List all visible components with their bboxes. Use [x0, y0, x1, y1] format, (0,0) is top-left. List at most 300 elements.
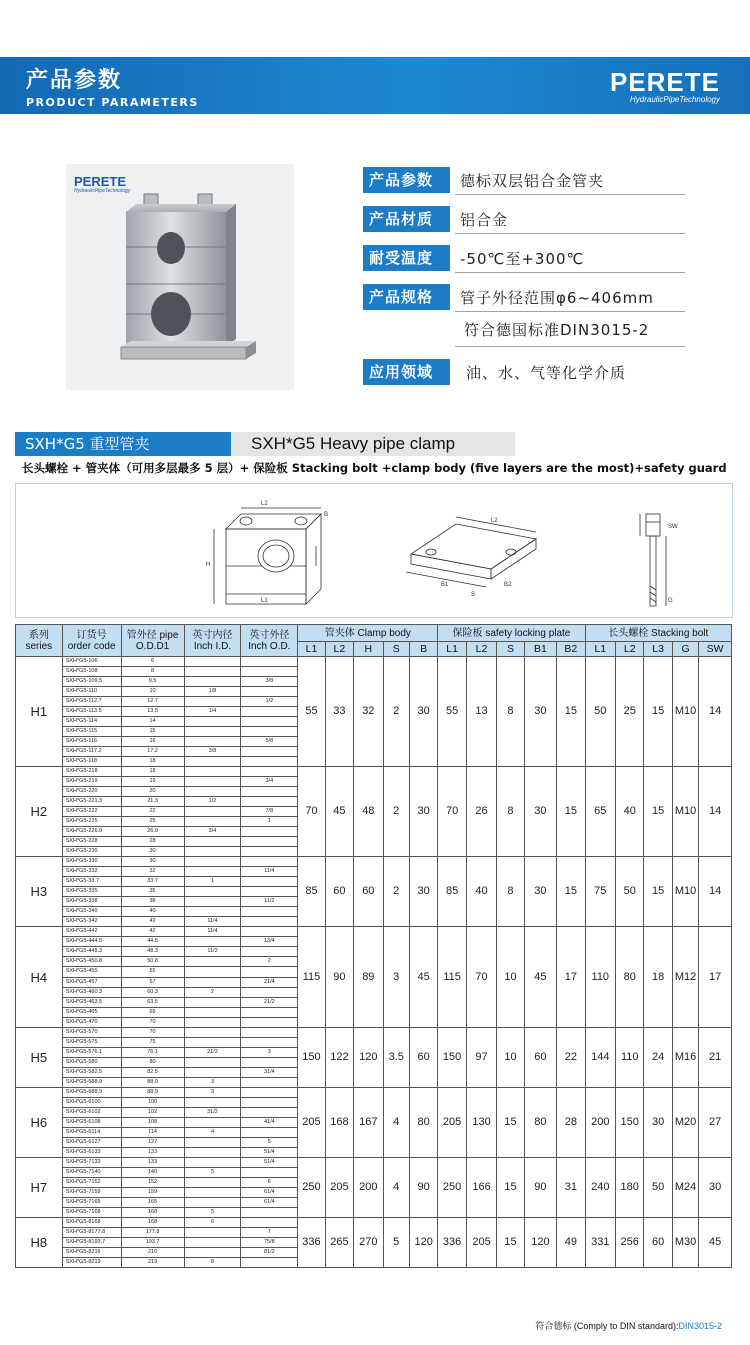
order-code-cell: SXH*G5-110 — [62, 687, 121, 697]
dimension-cell: 27 — [699, 1087, 732, 1157]
dim-label-h: H — [206, 562, 211, 568]
order-code-cell: SXH*G5-6133 — [62, 1147, 121, 1157]
inch-id-cell — [184, 967, 241, 977]
param-label-name: 产品参数 — [363, 167, 450, 193]
dimension-cell: 166 — [466, 1157, 496, 1217]
dimension-cell: 205 — [298, 1087, 325, 1157]
inch-id-cell — [184, 977, 241, 987]
dimension-cell: 4 — [383, 1087, 409, 1157]
dimension-cell: M24 — [672, 1157, 698, 1217]
inch-id-cell — [184, 1197, 241, 1207]
order-code-cell: SXH*G5-115 — [62, 727, 121, 737]
dimension-cell: 33 — [325, 657, 353, 767]
inch-od-cell — [241, 917, 298, 927]
subheader-cell: L2 — [616, 642, 644, 657]
dimension-cell: 26 — [466, 767, 496, 857]
order-code-cell: SXH*G5-6108 — [62, 1117, 121, 1127]
header-banner — [0, 57, 750, 114]
inch-od-cell — [241, 787, 298, 797]
dimension-cell: 50 — [644, 1157, 672, 1217]
inch-od-cell — [241, 1217, 298, 1227]
pipe-od-cell: 219 — [121, 1257, 184, 1267]
inch-od-cell: 61/4 — [241, 1197, 298, 1207]
dimension-cell: 13 — [466, 657, 496, 767]
dimension-cell: M10 — [672, 657, 698, 767]
pipe-od-cell: 30 — [121, 847, 184, 857]
inch-id-cell — [184, 787, 241, 797]
pipe-od-cell: 44.5 — [121, 937, 184, 947]
order-code-cell: SXH*G5-108 — [62, 667, 121, 677]
inch-od-cell — [241, 927, 298, 937]
inch-od-cell — [241, 1167, 298, 1177]
order-code-cell: SXH*G5-457 — [62, 977, 121, 987]
inch-od-cell — [241, 1077, 298, 1087]
pipe-od-cell: 30 — [121, 857, 184, 867]
dimension-cell: 331 — [585, 1217, 615, 1267]
dimension-cell: 65 — [585, 767, 615, 857]
dimension-cell: 120 — [524, 1217, 556, 1267]
dimension-cell: 85 — [438, 857, 466, 927]
inch-id-cell: 1/8 — [184, 687, 241, 697]
dimension-cell: 150 — [616, 1087, 644, 1157]
table-row — [16, 1157, 732, 1167]
dimension-cell: 90 — [409, 1157, 437, 1217]
pipe-od-cell: 16 — [121, 737, 184, 747]
divider — [455, 346, 685, 347]
order-code-cell: SXH*G5-8216 — [62, 1247, 121, 1257]
pipe-od-cell: 40 — [121, 907, 184, 917]
param-value-standard: 符合德国标准DIN3015-2 — [464, 320, 650, 339]
pipe-od-cell: 216 — [121, 1247, 184, 1257]
product-title-zh: SXH*G5 重型管夹 — [15, 432, 231, 456]
inch-od-cell: 41/4 — [241, 1117, 298, 1127]
series-cell: H3 — [16, 857, 63, 927]
pipe-od-cell: 100 — [121, 1097, 184, 1107]
subheader-cell: L3 — [644, 642, 672, 657]
inch-id-cell: 1 — [184, 877, 241, 887]
table-row — [16, 1027, 732, 1037]
dimension-cell: 150 — [298, 1027, 325, 1087]
series-cell: H7 — [16, 1157, 63, 1217]
inch-id-cell — [184, 1147, 241, 1157]
dimension-cell: 40 — [616, 767, 644, 857]
spec-table — [15, 624, 732, 1268]
subheader-cell: L1 — [438, 642, 466, 657]
order-code-cell: SXH*G5-118 — [62, 757, 121, 767]
pipe-od-cell: 140 — [121, 1167, 184, 1177]
dimension-cell: 336 — [438, 1217, 466, 1267]
dimension-cell: 80 — [524, 1087, 556, 1157]
inch-id-cell: 21/2 — [184, 1047, 241, 1057]
order-code-cell: SXH*G5-688.9 — [62, 1087, 121, 1097]
stacking-bolt-drawing — [640, 514, 678, 606]
subheader-cell: L1 — [585, 642, 615, 657]
series-cell: H1 — [16, 657, 63, 767]
inch-od-cell — [241, 1257, 298, 1267]
inch-od-cell: 21/4 — [241, 977, 298, 987]
dimension-cell: 110 — [616, 1027, 644, 1087]
inch-id-cell — [184, 777, 241, 787]
header-stacking-bolt: 长头螺栓 Stacking bolt — [585, 625, 731, 642]
subheader-cell: L1 — [298, 642, 325, 657]
param-value-material: 铝合金 — [460, 210, 509, 229]
dimension-cell: 30 — [524, 657, 556, 767]
inch-od-cell — [241, 797, 298, 807]
dimension-cell: 110 — [585, 927, 615, 1027]
inch-id-cell — [184, 907, 241, 917]
inch-id-cell: 5 — [184, 1167, 241, 1177]
pipe-od-cell: 165 — [121, 1197, 184, 1207]
dimension-cell: 115 — [298, 927, 325, 1027]
dim-label-l2: L2 — [261, 501, 268, 507]
inch-id-cell — [184, 1037, 241, 1047]
dimension-cell: 55 — [438, 657, 466, 767]
order-code-cell: SXH*G5-106 — [62, 657, 121, 667]
dimension-cell: 55 — [298, 657, 325, 767]
dimension-cell: 122 — [325, 1027, 353, 1087]
dimension-cell: 115 — [438, 927, 466, 1027]
dimension-cell: 50 — [585, 657, 615, 767]
inch-id-cell — [184, 867, 241, 877]
product-title-en: SXH*G5 Heavy pipe clamp — [231, 432, 515, 456]
inch-od-cell — [241, 1057, 298, 1067]
order-code-cell: SXH*G5-221.3 — [62, 797, 121, 807]
dimension-cell: 15 — [557, 657, 585, 767]
inch-od-cell: 61/4 — [241, 1187, 298, 1197]
inch-od-cell — [241, 667, 298, 677]
dimension-cell: 336 — [298, 1217, 325, 1267]
inch-od-cell: 11/2 — [241, 897, 298, 907]
divider — [455, 194, 685, 195]
order-code-cell: SXH*G5-225 — [62, 817, 121, 827]
inch-od-cell — [241, 727, 298, 737]
order-code-cell: SXH*G5-219 — [62, 777, 121, 787]
dimension-cell: 45 — [699, 1217, 732, 1267]
dimension-cell: 70 — [298, 767, 325, 857]
inch-id-cell — [184, 1177, 241, 1187]
series-cell: H4 — [16, 927, 63, 1027]
order-code-cell: SXH*G5-116 — [62, 737, 121, 747]
dimension-cell: 30 — [409, 657, 437, 767]
subheader-cell: SW — [699, 642, 732, 657]
dimension-cell: 45 — [409, 927, 437, 1027]
dim-label-s: S — [471, 592, 476, 598]
pipe-od-cell: 18 — [121, 767, 184, 777]
param-row-standard — [456, 316, 649, 342]
pipe-od-cell: 63.5 — [121, 997, 184, 1007]
inch-id-cell — [184, 1057, 241, 1067]
dimension-cell: M10 — [672, 857, 698, 927]
header-clamp-body: 管夹体 Clamp body — [298, 625, 438, 642]
subheader-cell: B1 — [524, 642, 556, 657]
pipe-od-cell: 76.1 — [121, 1047, 184, 1057]
pipe-od-cell: 6 — [121, 657, 184, 667]
dimension-cell: 120 — [409, 1217, 437, 1267]
dim-label-b: B — [324, 512, 329, 518]
dimension-cell: 2 — [383, 657, 409, 767]
inch-od-cell — [241, 1007, 298, 1017]
inch-od-cell: 7 — [241, 1227, 298, 1237]
inch-od-cell — [241, 1127, 298, 1137]
dim-label-sw: SW — [668, 524, 678, 530]
inch-od-cell: 7/8 — [241, 807, 298, 817]
pipe-od-cell: 33.7 — [121, 877, 184, 887]
inch-id-cell — [184, 897, 241, 907]
dimension-cell: 70 — [438, 767, 466, 857]
dim-label-b1: B1 — [441, 582, 449, 588]
param-row-application — [363, 359, 626, 385]
inch-id-cell: 4 — [184, 1127, 241, 1137]
inch-od-cell: 5 — [241, 1137, 298, 1147]
inch-id-cell — [184, 767, 241, 777]
order-code-cell: SXH*G5-6100 — [62, 1097, 121, 1107]
dimension-cell: 8 — [497, 657, 524, 767]
pipe-od-cell: 75 — [121, 1037, 184, 1047]
dimension-cell: 25 — [616, 657, 644, 767]
inch-id-cell — [184, 957, 241, 967]
brand-logo: PERETE — [609, 67, 720, 97]
inch-id-cell: 31/2 — [184, 1107, 241, 1117]
order-code-cell: SXH*G5-582.5 — [62, 1067, 121, 1077]
inch-od-cell — [241, 877, 298, 887]
dimension-cell: 90 — [524, 1157, 556, 1217]
pipe-od-cell: 8 — [121, 667, 184, 677]
inch-od-cell — [241, 1087, 298, 1097]
inch-id-cell: 1/2 — [184, 797, 241, 807]
pipe-od-cell: 50.8 — [121, 957, 184, 967]
inch-id-cell: 11/2 — [184, 947, 241, 957]
order-code-cell: SXH*G5-576.1 — [62, 1047, 121, 1057]
dimension-cell: 4 — [383, 1157, 409, 1217]
dimension-cell: 15 — [644, 657, 672, 767]
order-code-cell: SXH*G5-570 — [62, 1027, 121, 1037]
pipe-od-cell: 14 — [121, 717, 184, 727]
order-code-cell: SXH*G5-33.7 — [62, 877, 121, 887]
footer-standard: DIN3015-2 — [678, 1321, 722, 1331]
pipe-od-cell: 70 — [121, 1017, 184, 1027]
inch-od-cell — [241, 1017, 298, 1027]
inch-id-cell: 3 — [184, 1077, 241, 1087]
inch-id-cell — [184, 1137, 241, 1147]
pipe-od-cell: 65 — [121, 1007, 184, 1017]
inch-od-cell — [241, 767, 298, 777]
series-cell: H2 — [16, 767, 63, 857]
inch-od-cell — [241, 687, 298, 697]
subheader-cell: L2 — [466, 642, 496, 657]
pipe-od-cell: 57 — [121, 977, 184, 987]
inch-od-cell — [241, 947, 298, 957]
inch-od-cell — [241, 657, 298, 667]
inch-id-cell — [184, 817, 241, 827]
order-code-cell: SXH*G5-226.9 — [62, 827, 121, 837]
dimension-cell: 10 — [497, 927, 524, 1027]
dimension-cell: 130 — [466, 1087, 496, 1157]
inch-od-cell — [241, 837, 298, 847]
dimension-cell: 18 — [644, 927, 672, 1027]
inch-id-cell — [184, 1027, 241, 1037]
inch-od-cell — [241, 887, 298, 897]
dimension-cell: 15 — [644, 857, 672, 927]
footer-note: 符合德标 (Comply to DIN standard):DIN3015-2 — [535, 1321, 722, 1331]
dim-label-l1: L1 — [261, 598, 268, 604]
dimension-cell: 21 — [699, 1027, 732, 1087]
dim-label-b2: B2 — [504, 582, 512, 588]
inch-od-cell — [241, 827, 298, 837]
inch-od-cell: 5/8 — [241, 737, 298, 747]
dimension-cell: 60 — [409, 1027, 437, 1087]
brand-tagline: HydraulicPipeTechnology — [630, 95, 720, 104]
dimension-cell: 205 — [325, 1157, 353, 1217]
dimension-cell: 50 — [616, 857, 644, 927]
divider — [455, 272, 685, 273]
inch-id-cell — [184, 717, 241, 727]
param-label-application: 应用领域 — [363, 359, 450, 385]
dimension-cell: 30 — [644, 1087, 672, 1157]
pipe-od-cell: 108 — [121, 1117, 184, 1127]
order-code-cell: SXH*G5-7140 — [62, 1167, 121, 1177]
param-label-temperature: 耐受温度 — [363, 245, 450, 271]
pipe-od-cell: 133 — [121, 1147, 184, 1157]
subheader-cell: S — [497, 642, 524, 657]
inch-od-cell: 3/4 — [241, 777, 298, 787]
inch-id-cell — [184, 697, 241, 707]
header-title-zh: 产品参数 — [26, 68, 123, 93]
order-code-cell: SXH*G5-340 — [62, 907, 121, 917]
dimension-cell: 200 — [354, 1157, 383, 1217]
dimension-cell: 22 — [557, 1027, 585, 1087]
pipe-od-cell: 55 — [121, 967, 184, 977]
order-code-cell: SXH*G5-448.3 — [62, 947, 121, 957]
order-code-cell: SXH*G5-580 — [62, 1057, 121, 1067]
pipe-od-cell: 102 — [121, 1107, 184, 1117]
pipe-od-cell: 19 — [121, 777, 184, 787]
dimension-cell: 120 — [354, 1027, 383, 1087]
dimension-cell: 80 — [616, 927, 644, 1027]
inch-od-cell: 81/2 — [241, 1247, 298, 1257]
inch-id-cell — [184, 1157, 241, 1167]
inch-od-cell: 3 — [241, 1047, 298, 1057]
pipe-od-cell: 28 — [121, 837, 184, 847]
pipe-od-cell: 15 — [121, 727, 184, 737]
dimension-cell: 17 — [557, 927, 585, 1027]
order-code-cell: SXH*G5-6114 — [62, 1127, 121, 1137]
dimension-cell: 85 — [298, 857, 325, 927]
dimension-cell: 48 — [354, 767, 383, 857]
order-code-cell: SXH*G5-330 — [62, 857, 121, 867]
dimension-cell: 30 — [409, 857, 437, 927]
dimension-cell: 45 — [325, 767, 353, 857]
photo-logo: PERETE — [74, 174, 127, 189]
param-value-application: 油、水、气等化学介质 — [466, 363, 627, 382]
dimension-cell: 2 — [383, 857, 409, 927]
pipe-od-cell: 114 — [121, 1127, 184, 1137]
dimension-cell: 49 — [557, 1217, 585, 1267]
order-code-cell: SXH*G5-332 — [62, 867, 121, 877]
inch-id-cell — [184, 1187, 241, 1197]
order-code-cell: SXH*G5-8177.8 — [62, 1227, 121, 1237]
dimension-cell: 168 — [325, 1087, 353, 1157]
inch-id-cell: 1/4 — [184, 707, 241, 717]
dimension-cell: M16 — [672, 1027, 698, 1087]
dimension-cell: 28 — [557, 1087, 585, 1157]
dimension-cell: 205 — [438, 1087, 466, 1157]
table-row — [16, 1217, 732, 1227]
inch-id-cell — [184, 757, 241, 767]
inch-od-cell: 51/4 — [241, 1157, 298, 1167]
dimension-cell: 10 — [497, 1027, 524, 1087]
header-safety-plate: 保险板 safety locking plate — [438, 625, 585, 642]
pipe-od-cell: 13.5 — [121, 707, 184, 717]
series-cell: H6 — [16, 1087, 63, 1157]
param-row-spec — [363, 284, 654, 310]
header-order-code: 订货号 order code — [62, 625, 121, 657]
inch-od-cell — [241, 857, 298, 867]
dimension-cell: 150 — [438, 1027, 466, 1087]
header-inch-od: 英寸外径 Inch O.D. — [241, 625, 298, 657]
inch-od-cell: 3/8 — [241, 677, 298, 687]
dimension-cell: 5 — [383, 1217, 409, 1267]
pipe-od-cell: 22 — [121, 807, 184, 817]
inch-od-cell — [241, 757, 298, 767]
dimension-cell: 8 — [497, 767, 524, 857]
inch-id-cell — [184, 1117, 241, 1127]
inch-id-cell — [184, 737, 241, 747]
dimension-cell: 256 — [616, 1217, 644, 1267]
dimension-cell: 250 — [298, 1157, 325, 1217]
dimension-cell: 14 — [699, 657, 732, 767]
dimension-cell: 60 — [524, 1027, 556, 1087]
inch-id-cell: 11/4 — [184, 917, 241, 927]
safety-plate-drawing — [406, 517, 536, 598]
dimension-cell: 3 — [383, 927, 409, 1027]
inch-id-cell — [184, 887, 241, 897]
subheader-cell: B2 — [557, 642, 585, 657]
inch-od-cell: 6 — [241, 1177, 298, 1187]
inch-id-cell — [184, 937, 241, 947]
inch-od-cell: 51/4 — [241, 1147, 298, 1157]
pipe-od-cell: 48.3 — [121, 947, 184, 957]
inch-od-cell — [241, 1027, 298, 1037]
order-code-cell: SXH*G5-6102 — [62, 1107, 121, 1117]
inch-id-cell — [184, 1007, 241, 1017]
inch-od-cell — [241, 1097, 298, 1107]
pipe-od-cell: 177.8 — [121, 1227, 184, 1237]
order-code-cell: SXH*G5-588.9 — [62, 1077, 121, 1087]
series-cell: H5 — [16, 1027, 63, 1087]
header-title-en: PRODUCT PARAMETERS — [26, 96, 199, 109]
dimension-cell: 144 — [585, 1027, 615, 1087]
dimension-cell: 90 — [325, 927, 353, 1027]
order-code-cell: SXH*G5-455 — [62, 967, 121, 977]
pipe-od-cell: 20 — [121, 787, 184, 797]
order-code-cell: SXH*G5-8168 — [62, 1217, 121, 1227]
order-code-cell: SXH*G5-335 — [62, 887, 121, 897]
pipe-od-cell: 10 — [121, 687, 184, 697]
order-code-cell: SXH*G5-463.5 — [62, 997, 121, 1007]
pipe-od-cell: 152 — [121, 1177, 184, 1187]
order-code-cell: SXH*G5-575 — [62, 1037, 121, 1047]
order-code-cell: SXH*G5-6127 — [62, 1137, 121, 1147]
inch-id-cell — [184, 657, 241, 667]
dimension-cell: 80 — [409, 1087, 437, 1157]
pipe-od-cell: 21.3 — [121, 797, 184, 807]
order-code-cell: SXH*G5-338 — [62, 897, 121, 907]
inch-od-cell — [241, 987, 298, 997]
inch-od-cell — [241, 747, 298, 757]
pipe-od-cell: 17.2 — [121, 747, 184, 757]
photo-tagline: HydraulicPipeTechnology — [74, 188, 131, 194]
pipe-od-cell: 38 — [121, 897, 184, 907]
